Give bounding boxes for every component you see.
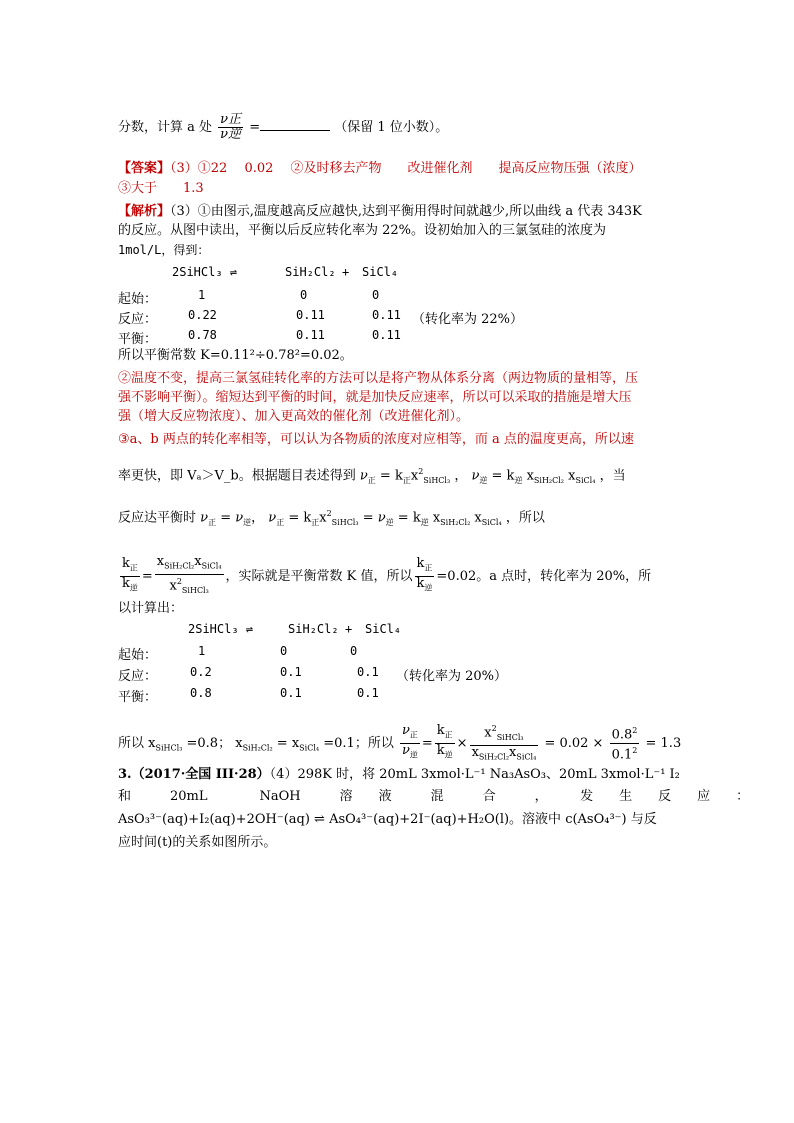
t2-note: （转化率为 20%） [396,669,508,684]
p3-line-4: $\frac{k_正}{k_逆}$ = $\frac{x_{SiH_2Cl_2}x_{SiCl_4}}{x^2_{SiHCl_3}}$ ，实际就是平衡常数 K 值，所以 $\frac{k_正}{k_逆}$ =0.02。a 点时，转化率为 20%，所 [118,555,651,598]
t1-cell: 0.11 [372,328,401,342]
p3-text-2b: ， [454,468,468,484]
p3-line-1: ③a、b 两点的转化率相等，可以认为各物质的浓度对应相等，而 a 点的温度更高，所以速 [118,432,634,447]
t2-cell: 0.1 [357,665,379,679]
t1-cell: 0 [372,288,380,302]
x-ratio: $\frac{x_{SiH_2Cl_2}x_{SiCl_4}}{x^2_{SiHCl_3}}$ [156,554,222,595]
t2-product-2: SiCl₄ [365,622,402,636]
t1-cell: 0.11 [296,328,325,342]
p2-line-3: 强（增大反应物浓度）、加入更高效的催化剂（改进催化剂）。 [118,409,470,424]
t2-cell: 0 [280,644,288,658]
question-text: 分数，计算 a 处 [118,120,213,135]
t1-row-label: 平衡： [118,332,158,347]
t1-product-2: SiCl₄ [362,265,399,279]
p3-text-4c: =0.02。a 点时，转化率为 20%，所 [436,568,652,584]
answer-line-1 [118,160,642,178]
t1-cell: 0.11 [372,308,401,322]
t2-cell: 0.1 [280,686,302,700]
p3-line-3: 反应达平衡时 $\nu_正 = \nu_逆$， $\nu_正 = k_正x^2_{SiHCl_3} = \nu_逆 = k_逆$ $x_{SiH_2Cl_2}$ $x_{SiCl_4}$ ，所以 [118,509,545,527]
t1-product-1: SiH₂Cl₂ [285,265,336,279]
final-rate-ratio: $\frac{\nu_正}{\nu_逆}$ [401,723,418,760]
final-text-d: = 0.02 × [544,735,604,751]
t2-cell: 0.1 [280,665,302,679]
analysis-label: 【解析】 [118,204,171,219]
p3-text-4b: ，实际就是平衡常数 K 值，所以 [225,568,413,584]
analysis-line-1 [118,203,642,221]
t2-cell: 0.1 [357,686,379,700]
final-text-e: = 1.3 [645,735,682,751]
q3-text-1: （4）298K 时，将 20mL 3xmol·L⁻¹ Na₃AsO₃、20mL 3xmol·L⁻¹ I₂ [269,767,680,782]
t2-product-1: SiH₂Cl₂ [288,622,339,636]
answer-label: 【答案】 [118,161,171,176]
t1-cell: 0.22 [188,308,217,322]
q3-line-2: 和 20mL NaOH 溶 液 混 合 ， 发 生 反 应 ： [118,789,750,804]
t2-plus: + [345,622,353,636]
final-line: 所以 $x_{SiHCl_3} =0.8$； $x_{SiH_2Cl_2} = x_{SiCl_4} =0.1$；所以 $\frac{\nu_正}{\nu_逆}$ = $\frac{k_正}{k_逆}$ × $\frac{x^2_{SiHCl_3}}{x_{SiH_2Cl_2}x_{SiCl_4}}$ = 0.02 × $\frac{0.8^2}{0.1^2}$ = 1.3 [118,722,681,765]
p2-line-1: ②温度不变，提高三氯氢硅转化率的方法可以是将产物从体系分离（两边物质的量相等，压 [118,371,639,386]
final-k-ratio: $\frac{k_正}{k_逆}$ [436,723,453,760]
rate-ratio [218,113,243,142]
t2-row-label: 反应： [118,669,158,684]
t1-row-label: 反应： [118,312,158,327]
p3-line-2: 率更快，即 Vₐ＞V_b。根据题目表述得到 $\nu_正 = k_正x^2_{SiHCl_3}$ ， $\nu_逆 = k_逆$ $x_{SiH_2Cl_2}$ $x_{SiCl_4}$ ，当 [118,467,626,485]
t2-row-label: 起始： [118,648,158,663]
t1-cell: 0.11 [296,308,325,322]
k-ratio: $\frac{k_正}{k_逆}$ [122,556,138,593]
analysis-text-3: 1mol/L，得到： [118,243,210,257]
answer-line-2 [118,180,204,198]
answer-blank [260,118,330,131]
t1-cell: 0.78 [188,328,217,342]
q3-head: 3.（2017·全国 III·28） [118,767,270,782]
t1-cell: 0 [300,288,308,302]
k-ratio-2: $\frac{k_正}{k_逆}$ [416,556,433,593]
q3-line-1 [118,766,680,784]
analysis-line-3 [118,241,209,260]
answer-text-2: ③大于 1.3 [118,181,204,196]
v-forward: ν正 [220,112,242,127]
question-suffix: （保留 1 位小数）。 [334,120,449,135]
k-line: 所以平衡常数 K=0.11²÷0.78²=0.02。 [118,348,353,363]
final-text-b: =0.8； [186,735,232,751]
final-text-a: 所以 x [118,735,156,751]
analysis-text-1: （3）①由图示,温度越高反应越快,达到平衡用得时间就越少,所以曲线 a 代表 343K [170,204,642,219]
t1-cell: 1 [198,288,206,302]
p3-text-3b: ，所以 [505,510,545,526]
t2-cell: 0.8 [190,686,212,700]
answer-text-1: （3）①22 0.02 ②及时移去产物 改进催化剂 提高反应物压强（浓度） [170,161,642,176]
t2-row-label: 平衡： [118,690,158,705]
p3-text-2a: 率更快，即 Vₐ＞V_b。根据题目表述得到 [118,468,356,484]
t2-cell: 1 [198,644,206,658]
final-x-ratio: $\frac{x^2_{SiHCl_3}}{x_{SiH_2Cl_2}x_{SiCl_4}}$ [471,724,537,762]
q3-line-4: 应时间(t)的关系如图所示。 [118,835,277,850]
t1-row-label: 起始： [118,292,158,307]
p3-text-2c: ，当 [599,468,626,484]
p2-line-2: 强不影响平衡）。缩短达到平衡的时间，就是加快反应速率，所以可以采取的措施是增大压 [118,390,632,405]
analysis-line-2 [118,222,606,240]
analysis-text-2: 的反应。从图中读出，平衡以后反应转化率为 22%。设初始加入的三氯氢硅的浓度为 [118,223,607,238]
t2-cell: 0 [350,644,358,658]
t1-reactant: 2SiHCl₃ ⇌ [172,265,238,279]
final-text-c: =0.1；所以 [323,735,394,751]
t2-reactant: 2SiHCl₃ ⇌ [188,622,254,636]
p3-text-3a: 反应达平衡时 [118,510,197,526]
question-line [118,113,448,142]
p3-line-5: 以计算出： [118,601,184,616]
equals: = [249,120,261,135]
q3-line-3: AsO₃³⁻(aq)+I₂(aq)+2OH⁻(aq) ⇌ AsO₄³⁻(aq)+2I⁻(aq)+H₂O(l)。溶液中 c(AsO₄³⁻) 与反 [118,812,657,827]
t1-note: （转化率为 22%） [412,312,524,327]
t1-plus: + [342,265,350,279]
t2-cell: 0.2 [190,665,212,679]
final-num-ratio: $\frac{0.8^2}{0.1^2}$ [611,726,638,763]
v-reverse: ν逆 [220,127,242,142]
